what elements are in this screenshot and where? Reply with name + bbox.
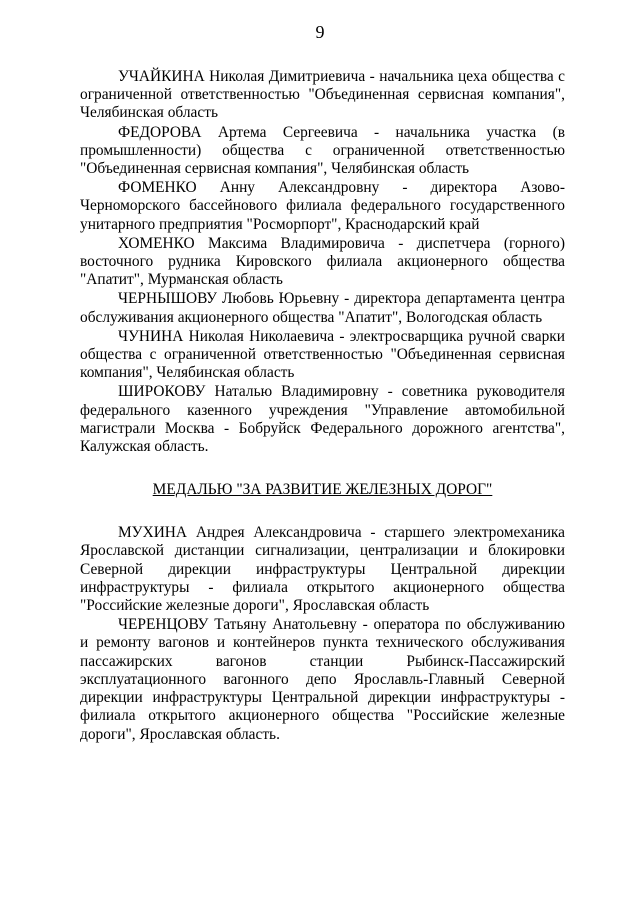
section-heading-railway-medal: МЕДАЛЬЮ "ЗА РАЗВИТИЕ ЖЕЛЕЗНЫХ ДОРОГ"	[152, 481, 493, 499]
award-paragraph-uchaykin: УЧАЙКИНА Николая Димитриевича - начальника цеха общества с ограниченной ответственностью "Объединенная сервисная компания", Челябинская область	[80, 68, 565, 122]
award-list-section	[80, 68, 565, 456]
award-paragraph-shirokova: ШИРОКОВУ Наталью Владимировну - советника руководителя федерального казенного учреждения "Управление автомобильной магистрали Москва - Бобруйск Федерального дорожного агентства", Калужская область.	[80, 383, 565, 456]
award-paragraph-cherentsova: ЧЕРЕНЦОВУ Татьяну Анатольевну - оператора по обслуживанию и ремонту вагонов и контейнеров пункта технического обслуживания пассажирских вагонов станции Рыбинск-Пассажирский эксплуатационного вагонного депо Ярославль-Главный Северной дирекции инфраструктуры Центральной дирекции инфраструктуры - филиала открытого акционерного общества "Российские железные дороги", Ярославская область.	[80, 616, 565, 743]
award-paragraph-fedorov: ФЕДОРОВА Артема Сергеевича - начальника участка (в промышленности) общества с ограниченной ответственностью "Объединенная сервисная компания", Челябинская область	[80, 123, 565, 178]
document-body	[80, 68, 565, 745]
award-paragraph-fomenko: ФОМЕНКО Анну Александровну - директора Азово-Черноморского бассейнового филиала федерального государственного унитарного предприятия "Росморпорт", Краснодарский край	[80, 179, 565, 233]
award-paragraph-mukhin: МУХИНА Андрея Александровича - старшего электромеханика Ярославской дистанции сигнализации, централизации и блокировки Северной дирекции инфраструктуры Центральной дирекции инфраструктуры - филиала открытого акционерного общества "Российские железные дороги", Ярославская область	[80, 524, 565, 615]
page-number: 9	[315, 22, 325, 42]
award-paragraph-khomenko: ХОМЕНКО Максима Владимировича - диспетчера (горного) восточного рудника Кировского филиала акционерного общества "Апатит", Мурманская область	[80, 234, 565, 289]
railway-medal-section	[80, 524, 565, 743]
award-paragraph-chunin: ЧУНИНА Николая Николаевича - электросварщика ручной сварки общества с ограниченной ответственностью "Объединенная сервисная компания", Челябинская область	[80, 327, 565, 382]
award-paragraph-chernyshova: ЧЕРНЫШОВУ Любовь Юрьевну - директора департамента центра обслуживания акционерного общества "Апатит", Вологодская область	[80, 290, 565, 326]
